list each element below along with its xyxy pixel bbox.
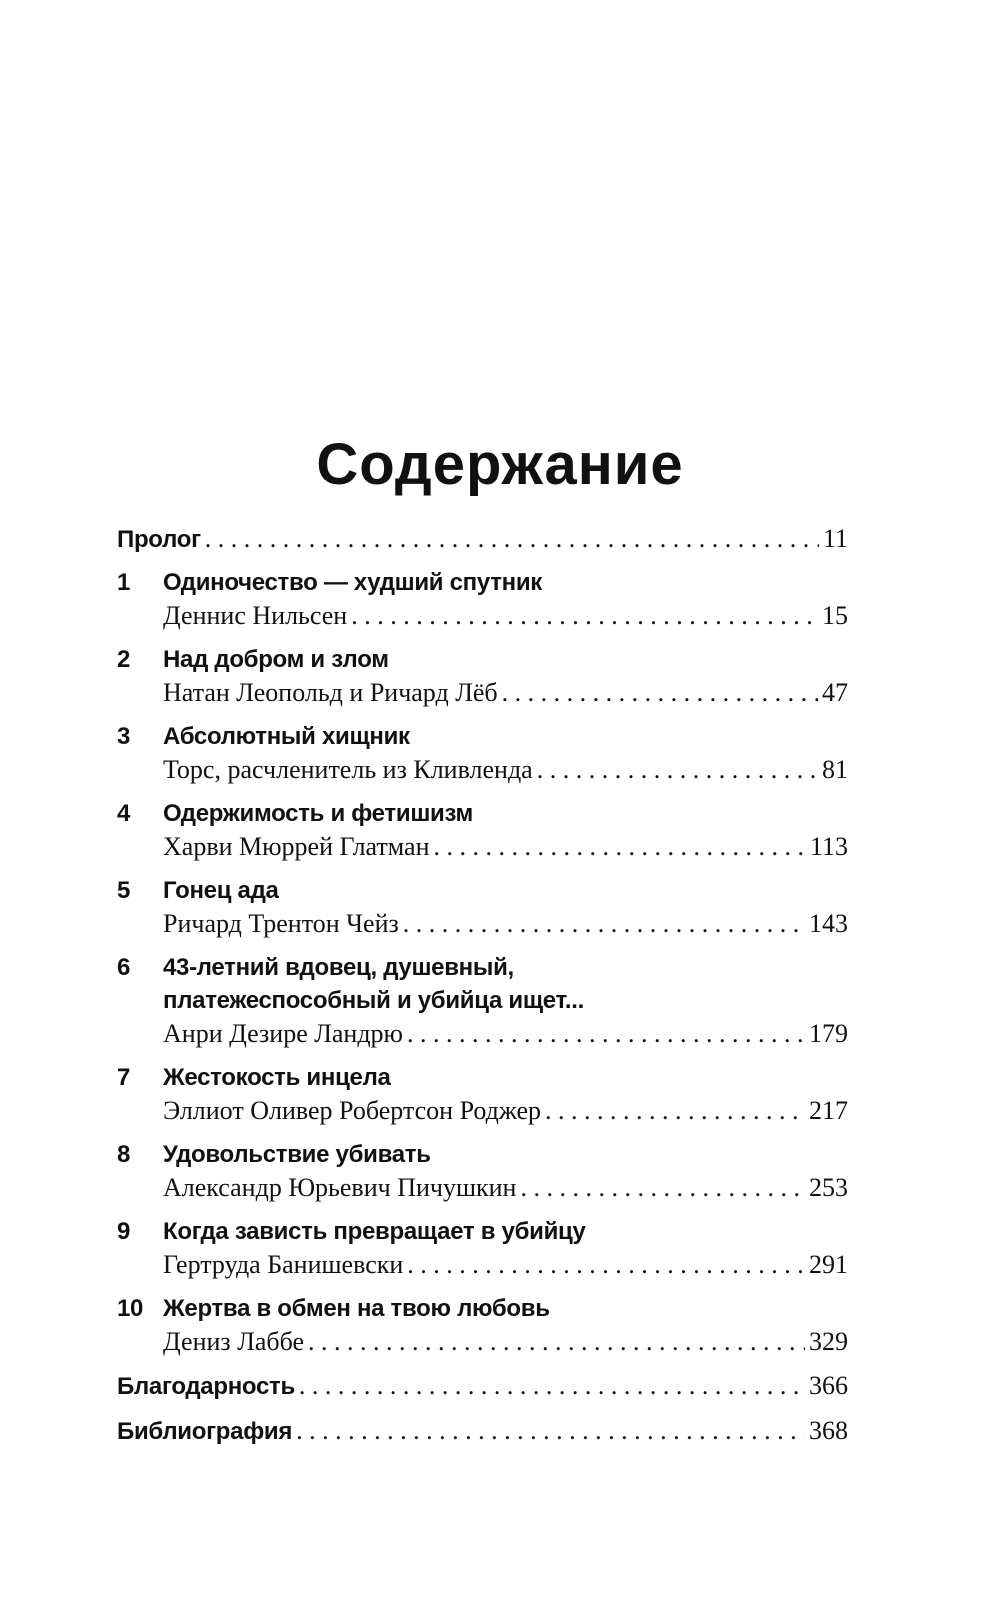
dot-leader bbox=[205, 522, 819, 555]
chapter-title: Удовольствие убивать bbox=[163, 1141, 431, 1168]
dot-leader bbox=[434, 830, 806, 863]
dot-leader bbox=[502, 676, 818, 709]
chapter-number: 9 bbox=[117, 1218, 131, 1245]
page-title: Содержание bbox=[316, 431, 684, 497]
chapter-subject: Деннис Нильсен bbox=[163, 601, 348, 630]
chapter-subject: Ричард Трентон Чейз bbox=[163, 909, 399, 938]
entry-label: Библиография bbox=[117, 1418, 293, 1445]
toc-entry-chapter[interactable] bbox=[117, 720, 848, 786]
chapter-number: 7 bbox=[117, 1064, 131, 1091]
page-number: 253 bbox=[809, 1173, 848, 1202]
toc-entry-chapter[interactable] bbox=[117, 566, 848, 632]
toc-entry-chapter[interactable] bbox=[117, 643, 848, 709]
page-number: 11 bbox=[822, 524, 848, 553]
toc-entry-acknowledgements[interactable] bbox=[117, 1369, 848, 1402]
chapter-number: 2 bbox=[117, 646, 131, 673]
chapter-title: Абсолютный хищник bbox=[163, 723, 410, 750]
chapter-title: Над добром и злом bbox=[163, 646, 389, 673]
entry-label: Пролог bbox=[117, 526, 201, 553]
page-number: 366 bbox=[809, 1371, 848, 1400]
chapter-subject: Натан Леопольд и Ричард Лёб bbox=[163, 678, 498, 707]
dot-leader bbox=[403, 907, 805, 940]
chapter-title: Одиночество — худший спутник bbox=[163, 569, 543, 596]
table-of-contents bbox=[117, 522, 848, 1447]
chapter-subject: Дениз Лаббе bbox=[163, 1327, 305, 1356]
chapter-subject: Харви Мюррей Глатман bbox=[163, 832, 430, 861]
chapter-title: Одержимость и фетишизм bbox=[163, 800, 473, 827]
page-number: 81 bbox=[822, 755, 848, 784]
toc-entry-bibliography[interactable] bbox=[117, 1414, 848, 1447]
dot-leader bbox=[299, 1369, 805, 1402]
chapter-number: 8 bbox=[117, 1141, 131, 1168]
chapter-title: Жертва в обмен на твою любовь bbox=[163, 1295, 550, 1322]
page-number: 217 bbox=[809, 1096, 848, 1125]
toc-entry-chapter[interactable] bbox=[117, 1292, 848, 1358]
toc-entry-chapter[interactable] bbox=[117, 951, 848, 1050]
chapter-title: Жестокость инцела bbox=[163, 1064, 391, 1091]
dot-leader bbox=[351, 599, 818, 632]
chapter-title: Гонец ада bbox=[163, 877, 279, 904]
dot-leader bbox=[308, 1325, 805, 1358]
page-number: 291 bbox=[809, 1250, 848, 1279]
toc-entry-chapter[interactable] bbox=[117, 874, 848, 940]
page-number: 368 bbox=[809, 1416, 848, 1445]
toc-entry-chapter[interactable] bbox=[117, 1061, 848, 1127]
page-number: 15 bbox=[822, 601, 848, 630]
chapter-title: платежеспособный и убийца ищет... bbox=[163, 987, 584, 1014]
chapter-subject: Гертруда Банишевски bbox=[163, 1250, 404, 1279]
page-number: 329 bbox=[809, 1327, 848, 1356]
page-number: 179 bbox=[809, 1019, 848, 1048]
page-number: 47 bbox=[822, 678, 848, 707]
dot-leader bbox=[407, 1017, 805, 1050]
chapter-title: 43-летний вдовец, душевный, bbox=[163, 954, 514, 981]
dot-leader bbox=[407, 1248, 805, 1281]
toc-entry-prologue[interactable] bbox=[117, 522, 848, 555]
dot-leader bbox=[545, 1094, 805, 1127]
dot-leader bbox=[537, 753, 818, 786]
chapter-subject: Анри Дезире Ландрю bbox=[163, 1019, 403, 1048]
dot-leader bbox=[520, 1171, 805, 1204]
chapter-title: Когда зависть превращает в убийцу bbox=[163, 1218, 586, 1245]
entry-label: Благодарность bbox=[117, 1373, 295, 1400]
chapter-number: 1 bbox=[117, 569, 131, 596]
page-number: 113 bbox=[809, 832, 848, 861]
chapter-subject: Эллиот Оливер Робертсон Роджер bbox=[163, 1096, 542, 1125]
chapter-number: 6 bbox=[117, 954, 131, 981]
toc-entry-chapter[interactable] bbox=[117, 1215, 848, 1281]
chapter-subject: Торс, расчленитель из Кливленда bbox=[163, 755, 533, 784]
chapter-number: 4 bbox=[117, 800, 131, 827]
chapter-number: 10 bbox=[117, 1295, 144, 1322]
dot-leader bbox=[296, 1414, 805, 1447]
chapter-number: 3 bbox=[117, 723, 131, 750]
page-number: 143 bbox=[809, 909, 848, 938]
chapter-number: 5 bbox=[117, 877, 131, 904]
toc-entry-chapter[interactable] bbox=[117, 797, 848, 863]
toc-entry-chapter[interactable] bbox=[117, 1138, 848, 1204]
chapter-subject: Александр Юрьевич Пичушкин bbox=[163, 1173, 517, 1202]
